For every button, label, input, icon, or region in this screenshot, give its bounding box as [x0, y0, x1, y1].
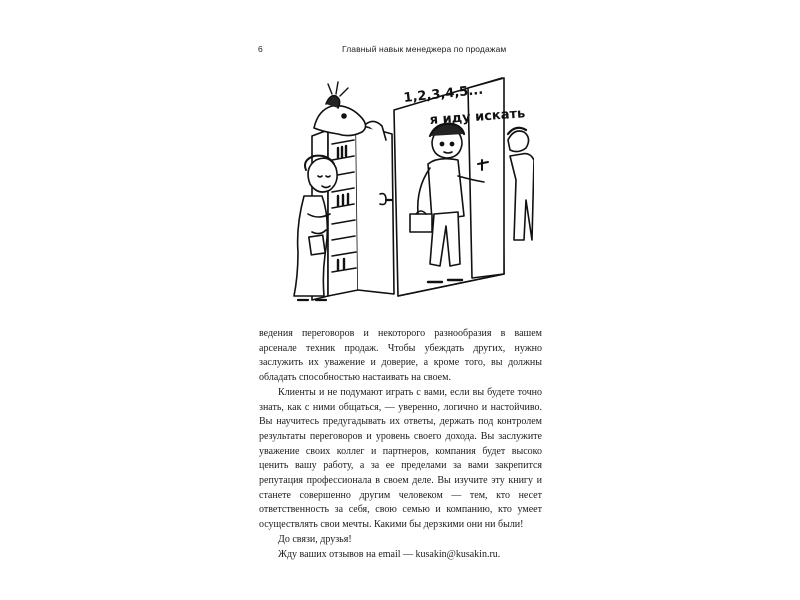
page-number: 6 [258, 44, 263, 54]
paragraph-4: Жду ваших отзывов на email — kusakin@kusakin.ru. [278, 548, 501, 560]
counting-numbers: 1,2,3,4,5... [402, 82, 484, 106]
paragraph-3: До связи, друзья! [278, 533, 352, 545]
book-title: Главный навык менеджера по продажам [342, 44, 507, 54]
counting-phrase: я иду искать [429, 106, 526, 128]
hiding-man-top [314, 82, 386, 140]
paragraph-2: Клиенты и не подумают играть с вами, если вы будете точно знать, как с ними общаться, — уверенно, логично и настойчиво. Вы научитесь предугадывать их ответы, держать под контролем результаты переговоров и уровень своего дохода. Вы заслужите уважение своих коллег и партнеров, компания будет высоко ценить вашу работу, а за ее пределами за вами закрепится репутация профессионала в своем деле. Вы изучите эту книгу и станете совершенно другим человеком — тем, кто несет ответственность за себя, свою семью и компанию, кто умеет осуществлять свои мечты. Какими бы дерзкими они ни были! [259, 386, 542, 531]
body-text [259, 327, 542, 562]
paragraph-1: ведения переговоров и некоторого разнообразия в вашем арсенале техник продаж. Чтобы убеждать других, нужно заслужить их уважение и доверие, а кроме того, вы должны обладать способностью настаивать на своем. [259, 328, 542, 384]
running-header [258, 44, 558, 58]
peeking-man-right [508, 128, 534, 240]
cartoon-illustration [282, 64, 534, 316]
